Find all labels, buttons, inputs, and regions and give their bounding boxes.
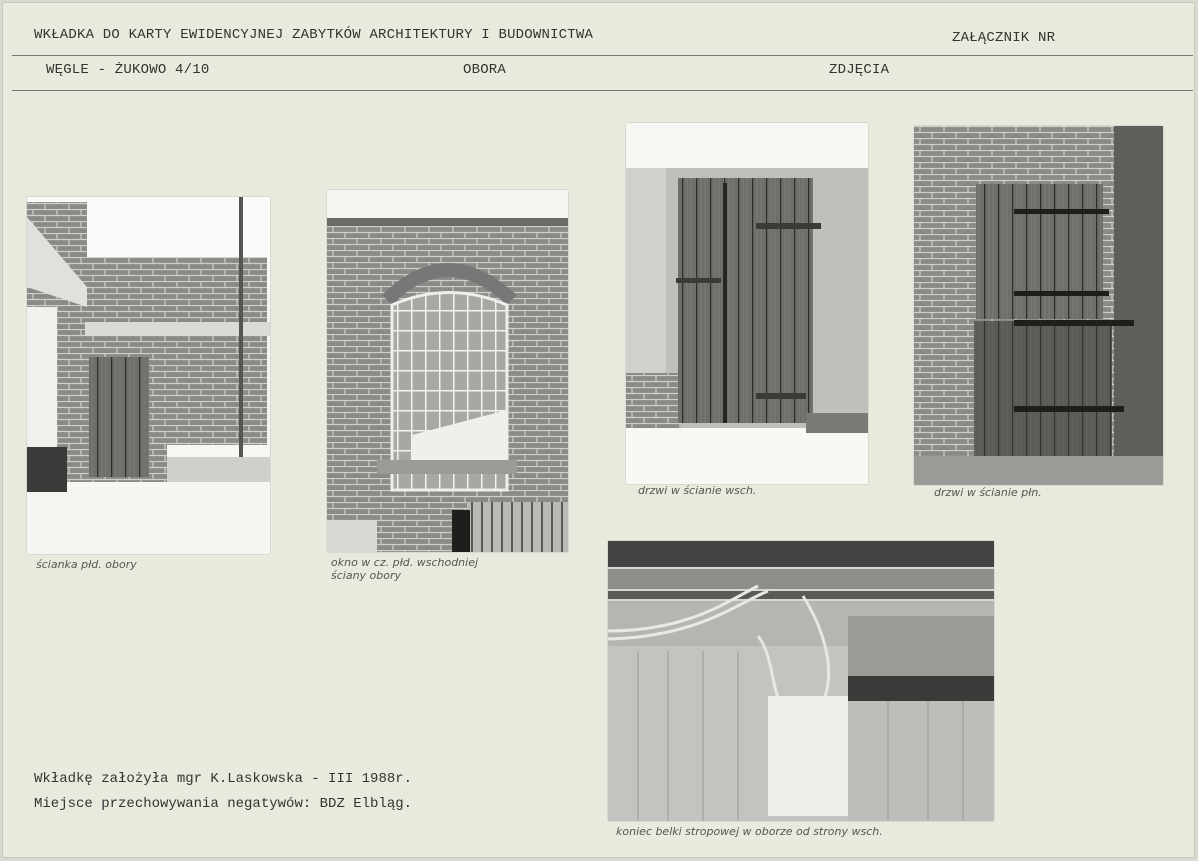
photo-south-wall — [27, 197, 270, 554]
caption-photo-1: ścianka płd. obory — [36, 558, 137, 571]
caption-photo-2-line-2: ściany obory — [331, 569, 402, 582]
caption-photo-2 — [331, 556, 478, 582]
object-label: OBORA — [463, 62, 507, 78]
caption-photo-5: koniec belki stropowej w oborze od strony wsch. — [616, 825, 883, 838]
header-divider-bottom — [12, 90, 1193, 91]
location-label: WĘGLE - ŻUKOWO 4/10 — [46, 62, 210, 78]
caption-photo-4: drzwi w ścianie płn. — [934, 486, 1042, 499]
card-title: WKŁADKA DO KARTY EWIDENCYJNEJ ZABYTKÓW ARCHITEKTURY I BUDOWNICTWA — [34, 27, 594, 43]
photo-east-door — [626, 123, 868, 484]
annex-label: ZAŁĄCZNIK NR — [952, 30, 1056, 46]
footer-negatives-location: Miejsce przechowywania negatywów: BDZ Elbląg. — [34, 796, 413, 812]
header-divider-top — [12, 55, 1193, 56]
photo-north-door — [914, 126, 1163, 485]
photo-beam-end — [608, 541, 994, 821]
photo-window — [327, 190, 568, 552]
caption-photo-2-line-1: okno w cz. płd. wschodniej — [331, 556, 479, 569]
caption-photo-3: drzwi w ścianie wsch. — [638, 484, 757, 497]
footer-author: Wkładkę założyła mgr K.Laskowska - III 1988r. — [34, 771, 413, 787]
section-label: ZDJĘCIA — [829, 62, 890, 78]
